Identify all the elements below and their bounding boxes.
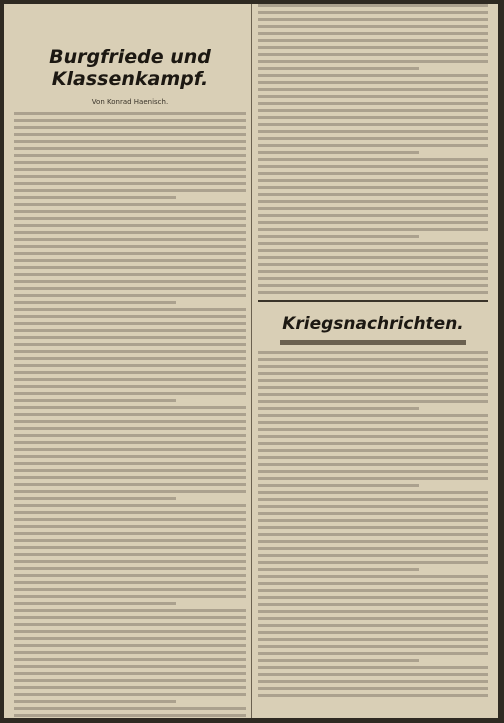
text-line-placeholder [258,526,488,529]
text-line-placeholder [14,560,246,563]
text-line-placeholder [14,238,246,241]
text-line-placeholder [14,609,246,612]
text-line-placeholder [258,393,488,396]
text-line-placeholder [258,645,488,648]
text-line-placeholder [258,554,488,557]
text-line-placeholder [14,567,246,570]
text-line-placeholder [258,116,488,119]
news-subheading-placeholder [280,340,466,345]
text-line-placeholder [14,686,246,689]
text-line-placeholder [14,224,246,227]
text-line-placeholder [14,497,176,500]
text-line-placeholder [258,351,488,354]
text-line-placeholder [258,631,488,634]
section-rule [258,300,488,302]
text-line-placeholder [258,505,488,508]
text-line-placeholder [258,144,488,147]
text-line-placeholder [258,477,488,480]
text-line-placeholder [258,263,488,266]
text-line-placeholder [258,491,488,494]
text-line-placeholder [258,694,488,697]
text-line-placeholder [14,406,246,409]
text-line-placeholder [258,652,488,655]
text-line-placeholder [14,217,246,220]
text-line-placeholder [14,357,246,360]
text-line-placeholder [14,168,246,171]
text-line-placeholder [258,18,488,21]
column-divider [251,4,252,718]
text-line-placeholder [14,672,246,675]
text-line-placeholder [14,175,246,178]
text-line-placeholder [14,434,246,437]
text-line-placeholder [14,315,246,318]
text-line-placeholder [258,498,488,501]
text-line-placeholder [14,294,246,297]
text-line-placeholder [258,414,488,417]
text-line-placeholder [14,133,246,136]
text-line-placeholder [258,407,419,410]
newspaper-page [4,4,498,718]
text-line-placeholder [258,81,488,84]
text-line-placeholder [258,151,419,154]
text-line-placeholder [14,266,246,269]
text-line-placeholder [258,400,488,403]
text-line-placeholder [14,189,246,192]
text-line-placeholder [14,616,246,619]
text-line-placeholder [14,462,246,465]
text-line-placeholder [14,602,176,605]
text-line-placeholder [258,428,488,431]
text-line-placeholder [14,525,246,528]
text-line-placeholder [14,112,246,115]
text-line-placeholder [14,455,246,458]
text-line-placeholder [258,221,488,224]
news-body [256,351,490,697]
text-line-placeholder [258,172,488,175]
text-line-placeholder [14,154,246,157]
text-line-placeholder [14,630,246,633]
text-line-placeholder [258,673,488,676]
text-line-placeholder [258,519,488,522]
text-line-placeholder [258,456,488,459]
text-line-placeholder [258,659,419,662]
text-line-placeholder [258,379,488,382]
text-line-placeholder [14,420,246,423]
text-line-placeholder [258,470,488,473]
text-line-placeholder [14,210,246,213]
text-line-placeholder [14,161,246,164]
text-line-placeholder [14,371,246,374]
text-line-placeholder [258,25,488,28]
article-byline: Von Konrad Haenisch. [91,98,169,106]
text-line-placeholder [258,284,488,287]
text-line-placeholder [14,364,246,367]
text-line-placeholder [14,539,246,542]
text-line-placeholder [258,596,488,599]
text-line-placeholder [258,249,488,252]
text-line-placeholder [14,574,246,577]
text-line-placeholder [14,322,246,325]
text-line-placeholder [258,228,488,231]
text-line-placeholder [14,329,246,332]
text-line-placeholder [14,714,246,717]
text-line-placeholder [258,533,488,536]
text-line-placeholder [14,658,246,661]
text-line-placeholder [258,46,488,49]
text-line-placeholder [258,137,488,140]
text-line-placeholder [14,343,246,346]
text-line-placeholder [258,512,488,515]
text-line-placeholder [258,365,488,368]
text-line-placeholder [258,4,488,7]
text-line-placeholder [258,158,488,161]
text-line-placeholder [14,469,246,472]
text-line-placeholder [14,252,246,255]
text-line-placeholder [258,74,488,77]
article-body-left [12,112,248,718]
text-line-placeholder [258,589,488,592]
text-line-placeholder [14,441,246,444]
text-line-placeholder [258,207,488,210]
text-line-placeholder [14,182,246,185]
text-line-placeholder [258,235,419,238]
text-line-placeholder [258,123,488,126]
text-line-placeholder [14,336,246,339]
text-line-placeholder [258,624,488,627]
text-line-placeholder [14,203,246,206]
text-line-placeholder [14,448,246,451]
text-line-placeholder [14,483,246,486]
text-line-placeholder [14,392,246,395]
text-line-placeholder [258,214,488,217]
text-line-placeholder [258,575,488,578]
text-line-placeholder [14,378,246,381]
text-line-placeholder [258,67,419,70]
text-line-placeholder [258,193,488,196]
text-line-placeholder [258,638,488,641]
text-line-placeholder [14,140,246,143]
text-line-placeholder [258,687,488,690]
right-column [256,4,490,718]
text-line-placeholder [14,644,246,647]
text-line-placeholder [258,53,488,56]
text-line-placeholder [14,665,246,668]
text-line-placeholder [258,435,488,438]
text-line-placeholder [258,277,488,280]
text-line-placeholder [258,358,488,361]
text-line-placeholder [14,693,246,696]
text-line-placeholder [14,196,176,199]
text-line-placeholder [258,568,419,571]
text-line-placeholder [14,231,246,234]
text-line-placeholder [14,581,246,584]
text-line-placeholder [258,39,488,42]
text-line-placeholder [258,95,488,98]
text-line-placeholder [14,259,246,262]
article-column [12,4,248,718]
text-line-placeholder [258,442,488,445]
text-line-placeholder [258,186,488,189]
text-line-placeholder [258,88,488,91]
text-line-placeholder [258,200,488,203]
text-line-placeholder [258,102,488,105]
article-body-right [256,4,490,294]
text-line-placeholder [14,413,246,416]
text-line-placeholder [258,561,488,564]
text-line-placeholder [14,518,246,521]
text-line-placeholder [258,680,488,683]
text-line-placeholder [258,60,488,63]
text-line-placeholder [14,245,246,248]
text-line-placeholder [258,603,488,606]
text-line-placeholder [14,308,246,311]
text-line-placeholder [258,256,488,259]
text-line-placeholder [258,11,488,14]
text-line-placeholder [258,165,488,168]
text-line-placeholder [14,546,246,549]
text-line-placeholder [14,273,246,276]
text-line-placeholder [258,421,488,424]
text-line-placeholder [258,270,488,273]
text-line-placeholder [14,119,246,122]
text-line-placeholder [14,637,246,640]
text-line-placeholder [14,385,246,388]
text-line-placeholder [258,130,488,133]
text-line-placeholder [14,399,176,402]
text-line-placeholder [14,147,246,150]
text-line-placeholder [258,32,488,35]
text-line-placeholder [14,700,176,703]
text-line-placeholder [14,350,246,353]
text-line-placeholder [258,386,488,389]
text-line-placeholder [258,291,488,294]
text-line-placeholder [14,588,246,591]
article-headline: Burgfriede und Klassenkampf. [49,46,211,90]
text-line-placeholder [258,449,488,452]
text-line-placeholder [258,179,488,182]
text-line-placeholder [14,490,246,493]
text-line-placeholder [258,617,488,620]
text-line-placeholder [14,301,176,304]
text-line-placeholder [14,532,246,535]
text-line-placeholder [258,547,488,550]
text-line-placeholder [258,109,488,112]
text-line-placeholder [258,372,488,375]
text-line-placeholder [14,595,246,598]
text-line-placeholder [14,476,246,479]
text-line-placeholder [258,242,488,245]
text-line-placeholder [14,707,246,710]
text-line-placeholder [14,280,246,283]
text-line-placeholder [14,504,246,507]
text-line-placeholder [14,651,246,654]
text-line-placeholder [14,511,246,514]
text-line-placeholder [258,484,419,487]
text-line-placeholder [258,540,488,543]
text-line-placeholder [14,287,246,290]
text-line-placeholder [258,582,488,585]
text-line-placeholder [14,623,246,626]
text-line-placeholder [258,463,488,466]
text-line-placeholder [14,427,246,430]
text-line-placeholder [258,666,488,669]
text-line-placeholder [14,679,246,682]
text-line-placeholder [258,610,488,613]
section-heading: Kriegsnachrichten. [282,314,464,334]
text-line-placeholder [14,126,246,129]
text-line-placeholder [14,553,246,556]
